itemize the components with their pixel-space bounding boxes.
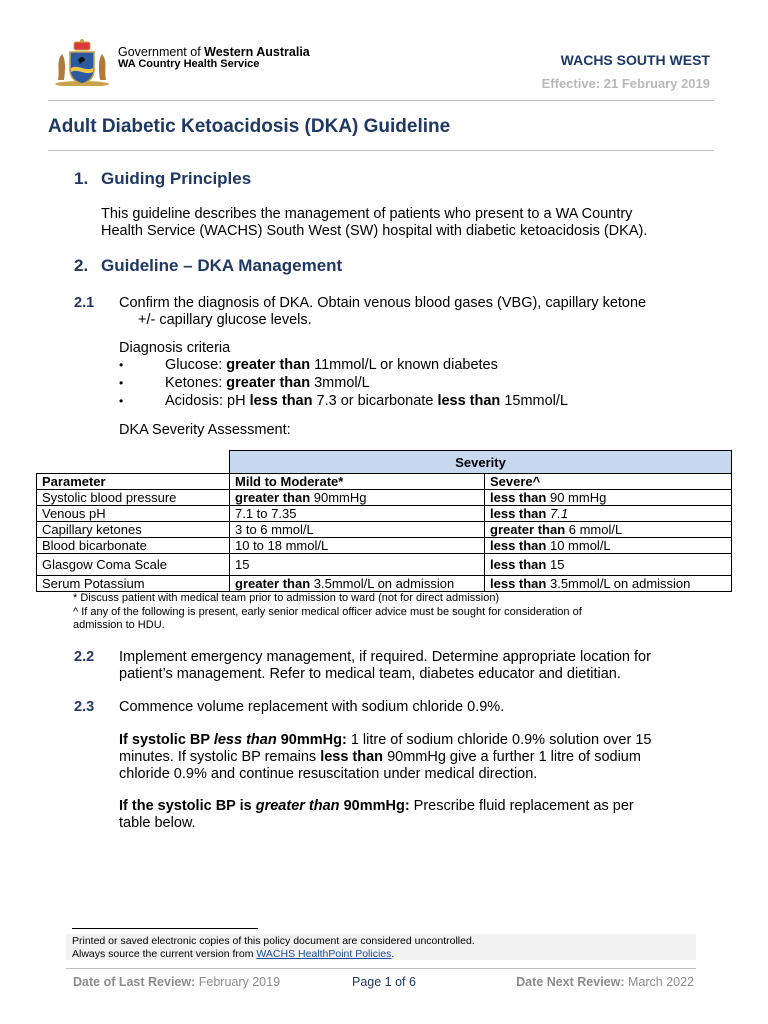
subsection-2-3-number: 2.3 — [74, 699, 95, 715]
table-cell: 7.1 to 7.35 — [230, 506, 485, 522]
criteria-item-ketones: • Ketones: greater than 3mmol/L — [119, 375, 370, 391]
table-cell: 3 to 6 mmol/L — [230, 522, 485, 538]
bullet-icon: • — [119, 376, 124, 390]
table-cell: 15 — [230, 554, 485, 576]
table-cell: Systolic blood pressure — [37, 490, 230, 506]
table-row — [37, 576, 732, 592]
org-name-line1: Government of Western Australia — [118, 45, 310, 59]
subsection-2-3-text: Commence volume replacement with sodium chloride 0.9%. — [119, 699, 505, 715]
dka-severity-table — [36, 450, 732, 592]
footer-divider — [66, 968, 696, 969]
effective-date: Effective: 21 February 2019 — [541, 76, 710, 91]
government-logo-block — [48, 38, 312, 86]
severity-header: Severity — [230, 451, 732, 474]
table-row — [37, 554, 732, 576]
table-cell: Glasgow Coma Scale — [37, 554, 230, 576]
title-divider — [48, 150, 714, 151]
section-1-number: 1. — [74, 169, 89, 188]
table-cell: Blood bicarbonate — [37, 538, 230, 554]
table-cell: greater than 3.5mmol/L on admission — [230, 576, 485, 592]
header-divider — [48, 100, 714, 101]
subsection-2-2-text: Implement emergency management, if required. Determine appropriate location for patient’s management. Refer to medical team, diabetes educator and dietitian. — [119, 649, 651, 682]
subsection-2-1-text: Confirm the diagnosis of DKA. Obtain venous blood gases (VBG), capillary ketone +/- capillary glucose levels. — [119, 295, 647, 328]
section-2-heading: Guideline – DKA Management — [101, 256, 343, 275]
table-cell: less than 3.5mmol/L on admission — [485, 576, 732, 592]
table-cell: less than 15 — [485, 554, 732, 576]
table-row — [37, 522, 732, 538]
subsection-2-1-number: 2.1 — [74, 295, 95, 311]
column-header-parameter: Parameter — [37, 474, 230, 490]
low-bp-instruction: If systolic BP less than 90mmHg: 1 litre of sodium chloride 0.9% solution over 15 minutes. If systolic BP remains less than 90mmHg give a further 1 litre of sodium chloride 0.9% and continue resuscitation under medical direction. — [119, 732, 652, 782]
table-row — [37, 506, 732, 522]
criteria-item-acidosis: • Acidosis: pH less than 7.3 or bicarbonate less than 15mmol/L — [119, 393, 568, 409]
table-header-row — [37, 474, 732, 490]
section-1-paragraph: This guideline describes the management of patients who present to a WA Country Health Service (WACHS) South West (SW) hospital with diabetic ketoacidosis (DKA). — [101, 206, 648, 239]
column-header-mild: Mild to Moderate* — [230, 474, 485, 490]
table-cell: Venous pH — [37, 506, 230, 522]
table-cell: Capillary ketones — [37, 522, 230, 538]
table-footnote-1: * Discuss patient with medical team prior to admission to ward (not for direct admission) — [73, 592, 500, 604]
table-cell: greater than 90mmHg — [230, 490, 485, 506]
table-cell: less than 10 mmol/L — [485, 538, 732, 554]
table-blank-corner — [37, 451, 230, 474]
table-footnote-2: ^ If any of the following is present, early senior medical officer advice must be sought for consideration of admission to HDU. — [73, 606, 582, 631]
page-number: Page 1 of 6 — [352, 975, 416, 989]
section-2-number: 2. — [74, 256, 89, 275]
column-header-severe: Severe^ — [485, 474, 732, 490]
bullet-icon: • — [119, 358, 124, 372]
healthpoint-policies-link[interactable]: WACHS HealthPoint Policies — [256, 947, 392, 960]
crest-icon — [50, 38, 114, 86]
document-title: Adult Diabetic Ketoacidosis (DKA) Guideline — [48, 116, 451, 137]
org-name-line2: WA Country Health Service — [118, 58, 260, 70]
table-cell: Serum Potassium — [37, 576, 230, 592]
table-cell: greater than 6 mmol/L — [485, 522, 732, 538]
severity-assessment-label: DKA Severity Assessment: — [119, 422, 291, 438]
diagnosis-criteria-label: Diagnosis criteria — [119, 340, 231, 356]
subsection-2-2-number: 2.2 — [74, 649, 95, 665]
high-bp-instruction: If the systolic BP is greater than 90mmHg: Prescribe fluid replacement as per table below. — [119, 798, 634, 831]
table-row — [37, 490, 732, 506]
footnote-separator — [72, 928, 258, 929]
table-cell: less than 90 mmHg — [485, 490, 732, 506]
uncontrolled-copy-notice: Printed or saved electronic copies of this policy document are considered uncontrolled. Always source the current version from WACHS HealthPoint Policies. — [66, 934, 696, 960]
table-cell: less than 7.1 — [485, 506, 732, 522]
section-1-heading: Guiding Principles — [101, 169, 252, 188]
next-review-date: Date Next Review: March 2022 — [516, 975, 694, 989]
last-review-date: Date of Last Review: February 2019 — [73, 975, 281, 989]
region-label: WACHS SOUTH WEST — [560, 52, 710, 68]
table-row — [37, 538, 732, 554]
bullet-icon: • — [119, 394, 124, 408]
criteria-item-glucose: • Glucose: greater than 11mmol/L or known diabetes — [119, 357, 498, 373]
table-cell: 10 to 18 mmol/L — [230, 538, 485, 554]
